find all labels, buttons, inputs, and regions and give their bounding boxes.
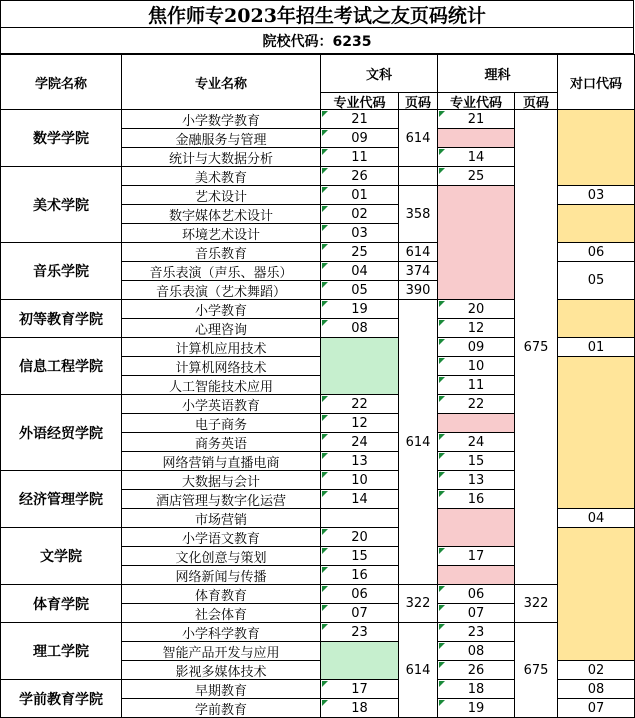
major-name: 小学数学教育 <box>121 109 321 129</box>
like-major-code: 20 <box>437 299 515 319</box>
header-wenke: 文科 <box>320 54 438 93</box>
major-name: 小学教育 <box>121 299 321 319</box>
wenke-major-code: 23 <box>320 622 399 642</box>
like-major-code: 23 <box>437 622 515 642</box>
like-code-empty <box>437 185 515 300</box>
duikou-empty <box>557 299 635 338</box>
major-name: 小学英语教育 <box>121 394 321 414</box>
school-name: 外语经贸学院 <box>0 394 122 471</box>
major-name: 小学语文教育 <box>121 527 321 547</box>
like-major-code: 12 <box>437 318 515 338</box>
major-name: 环境艺术设计 <box>121 223 321 243</box>
wenke-page: 614 <box>398 299 438 585</box>
like-code-empty <box>437 128 515 148</box>
major-name: 统计与大数据分析 <box>121 147 321 167</box>
wenke-page: 358 <box>398 185 438 243</box>
like-code-empty <box>437 508 515 547</box>
like-code-empty <box>437 565 515 585</box>
major-name: 酒店管理与数字化运营 <box>121 489 321 509</box>
like-major-code: 17 <box>437 546 515 566</box>
major-name: 计算机应用技术 <box>121 337 321 357</box>
wenke-page: 322 <box>398 584 438 623</box>
like-major-code: 16 <box>437 489 515 509</box>
duikou-empty <box>557 204 635 243</box>
wenke-major-code: 05 <box>320 280 399 300</box>
duikou-code: 01 <box>557 337 635 357</box>
like-major-code: 14 <box>437 147 515 167</box>
header-major: 专业名称 <box>121 54 321 110</box>
like-major-code: 19 <box>437 698 515 718</box>
like-major-code: 13 <box>437 470 515 490</box>
major-name: 商务英语 <box>121 432 321 452</box>
major-name: 市场营销 <box>121 508 321 528</box>
major-name: 网络营销与直播电商 <box>121 451 321 471</box>
major-name: 早期教育 <box>121 679 321 699</box>
wenke-major-code: 21 <box>320 109 399 129</box>
like-major-code: 21 <box>437 109 515 129</box>
wenke-major-code: 13 <box>320 451 399 471</box>
major-name: 文化创意与策划 <box>121 546 321 566</box>
wenke-code-empty <box>320 641 399 680</box>
major-name: 影视多媒体技术 <box>121 660 321 680</box>
duikou-code: 04 <box>557 508 635 528</box>
wenke-major-code: 08 <box>320 318 399 338</box>
like-major-code: 15 <box>437 451 515 471</box>
wenke-major-code: 06 <box>320 584 399 604</box>
wenke-major-code: 25 <box>320 242 399 262</box>
wenke-major-code: 02 <box>320 204 399 224</box>
major-name: 体育教育 <box>121 584 321 604</box>
major-name: 计算机网络技术 <box>121 356 321 376</box>
like-major-code: 24 <box>437 432 515 452</box>
duikou-empty <box>557 527 635 661</box>
wenke-major-code: 12 <box>320 413 399 433</box>
duikou-code: 08 <box>557 679 635 699</box>
wenke-major-code: 17 <box>320 679 399 699</box>
major-name: 音乐表演（艺术舞蹈） <box>121 280 321 300</box>
school-name: 美术学院 <box>0 166 122 243</box>
like-major-code: 06 <box>437 584 515 604</box>
major-name: 美术教育 <box>121 166 321 186</box>
school-name: 信息工程学院 <box>0 337 122 395</box>
header-like-page: 页码 <box>514 92 558 110</box>
wenke-page <box>398 166 438 186</box>
major-name: 人工智能技术应用 <box>121 375 321 395</box>
school-name: 初等教育学院 <box>0 299 122 338</box>
wenke-code-empty <box>320 337 399 395</box>
wenke-page: 614 <box>398 242 438 262</box>
duikou-code: 07 <box>557 698 635 718</box>
major-name: 艺术设计 <box>121 185 321 205</box>
wenke-major-code: 09 <box>320 128 399 148</box>
header-wenke-code: 专业代码 <box>320 92 399 110</box>
major-name: 智能产品开发与应用 <box>121 641 321 661</box>
header-like: 理科 <box>437 54 558 93</box>
school-name: 学前教育学院 <box>0 679 122 718</box>
like-major-code: 08 <box>437 641 515 661</box>
major-name: 社会体育 <box>121 603 321 623</box>
wenke-page: 374 <box>398 261 438 281</box>
duikou-empty <box>557 109 635 186</box>
wenke-major-code: 19 <box>320 299 399 319</box>
like-major-code: 11 <box>437 375 515 395</box>
major-name: 数字媒体艺术设计 <box>121 204 321 224</box>
school-name: 经济管理学院 <box>0 470 122 528</box>
like-major-code: 07 <box>437 603 515 623</box>
wenke-major-code: 16 <box>320 565 399 585</box>
major-name: 网络新闻与传播 <box>121 565 321 585</box>
wenke-page: 614 <box>398 109 438 167</box>
duikou-code: 02 <box>557 660 635 680</box>
like-major-code: 10 <box>437 356 515 376</box>
sheet-title: 焦作师专2023年招生考试之友页码统计 <box>0 0 634 28</box>
major-name: 电子商务 <box>121 413 321 433</box>
wenke-major-code: 26 <box>320 166 399 186</box>
wenke-major-code: 24 <box>320 432 399 452</box>
school-name: 音乐学院 <box>0 242 122 300</box>
wenke-major-code: 04 <box>320 261 399 281</box>
major-name: 大数据与会计 <box>121 470 321 490</box>
wenke-major-code: 07 <box>320 603 399 623</box>
wenke-major-code <box>320 508 399 528</box>
like-major-code: 18 <box>437 679 515 699</box>
duikou-empty <box>557 356 635 509</box>
like-page: 322 <box>514 584 558 623</box>
major-name: 音乐表演（声乐、器乐） <box>121 261 321 281</box>
college-code: 院校代码：6235 <box>0 28 634 54</box>
wenke-page: 614 <box>398 622 438 718</box>
header-like-code: 专业代码 <box>437 92 515 110</box>
wenke-major-code: 01 <box>320 185 399 205</box>
duikou-code: 03 <box>557 185 635 205</box>
wenke-major-code: 10 <box>320 470 399 490</box>
major-name: 金融服务与管理 <box>121 128 321 148</box>
wenke-major-code: 22 <box>320 394 399 414</box>
major-name: 音乐教育 <box>121 242 321 262</box>
like-major-code: 09 <box>437 337 515 357</box>
duikou-code: 06 <box>557 242 635 262</box>
wenke-major-code: 18 <box>320 698 399 718</box>
wenke-page: 390 <box>398 280 438 300</box>
major-name: 心理咨询 <box>121 318 321 338</box>
wenke-major-code: 03 <box>320 223 399 243</box>
header-duikou: 对口代码 <box>557 54 635 110</box>
like-major-code: 25 <box>437 166 515 186</box>
school-name: 理工学院 <box>0 622 122 680</box>
like-page: 675 <box>514 622 558 718</box>
duikou-code: 05 <box>557 261 635 300</box>
wenke-major-code: 11 <box>320 147 399 167</box>
school-name: 文学院 <box>0 527 122 585</box>
like-code-empty <box>437 413 515 433</box>
header-wenke-page: 页码 <box>398 92 438 110</box>
wenke-major-code: 15 <box>320 546 399 566</box>
header-school: 学院名称 <box>0 54 122 110</box>
major-name: 小学科学教育 <box>121 622 321 642</box>
like-major-code: 26 <box>437 660 515 680</box>
wenke-major-code: 14 <box>320 489 399 509</box>
like-major-code: 22 <box>437 394 515 414</box>
school-name: 数学学院 <box>0 109 122 167</box>
major-name: 学前教育 <box>121 698 321 718</box>
wenke-major-code: 20 <box>320 527 399 547</box>
like-page: 675 <box>514 109 558 585</box>
school-name: 体育学院 <box>0 584 122 623</box>
